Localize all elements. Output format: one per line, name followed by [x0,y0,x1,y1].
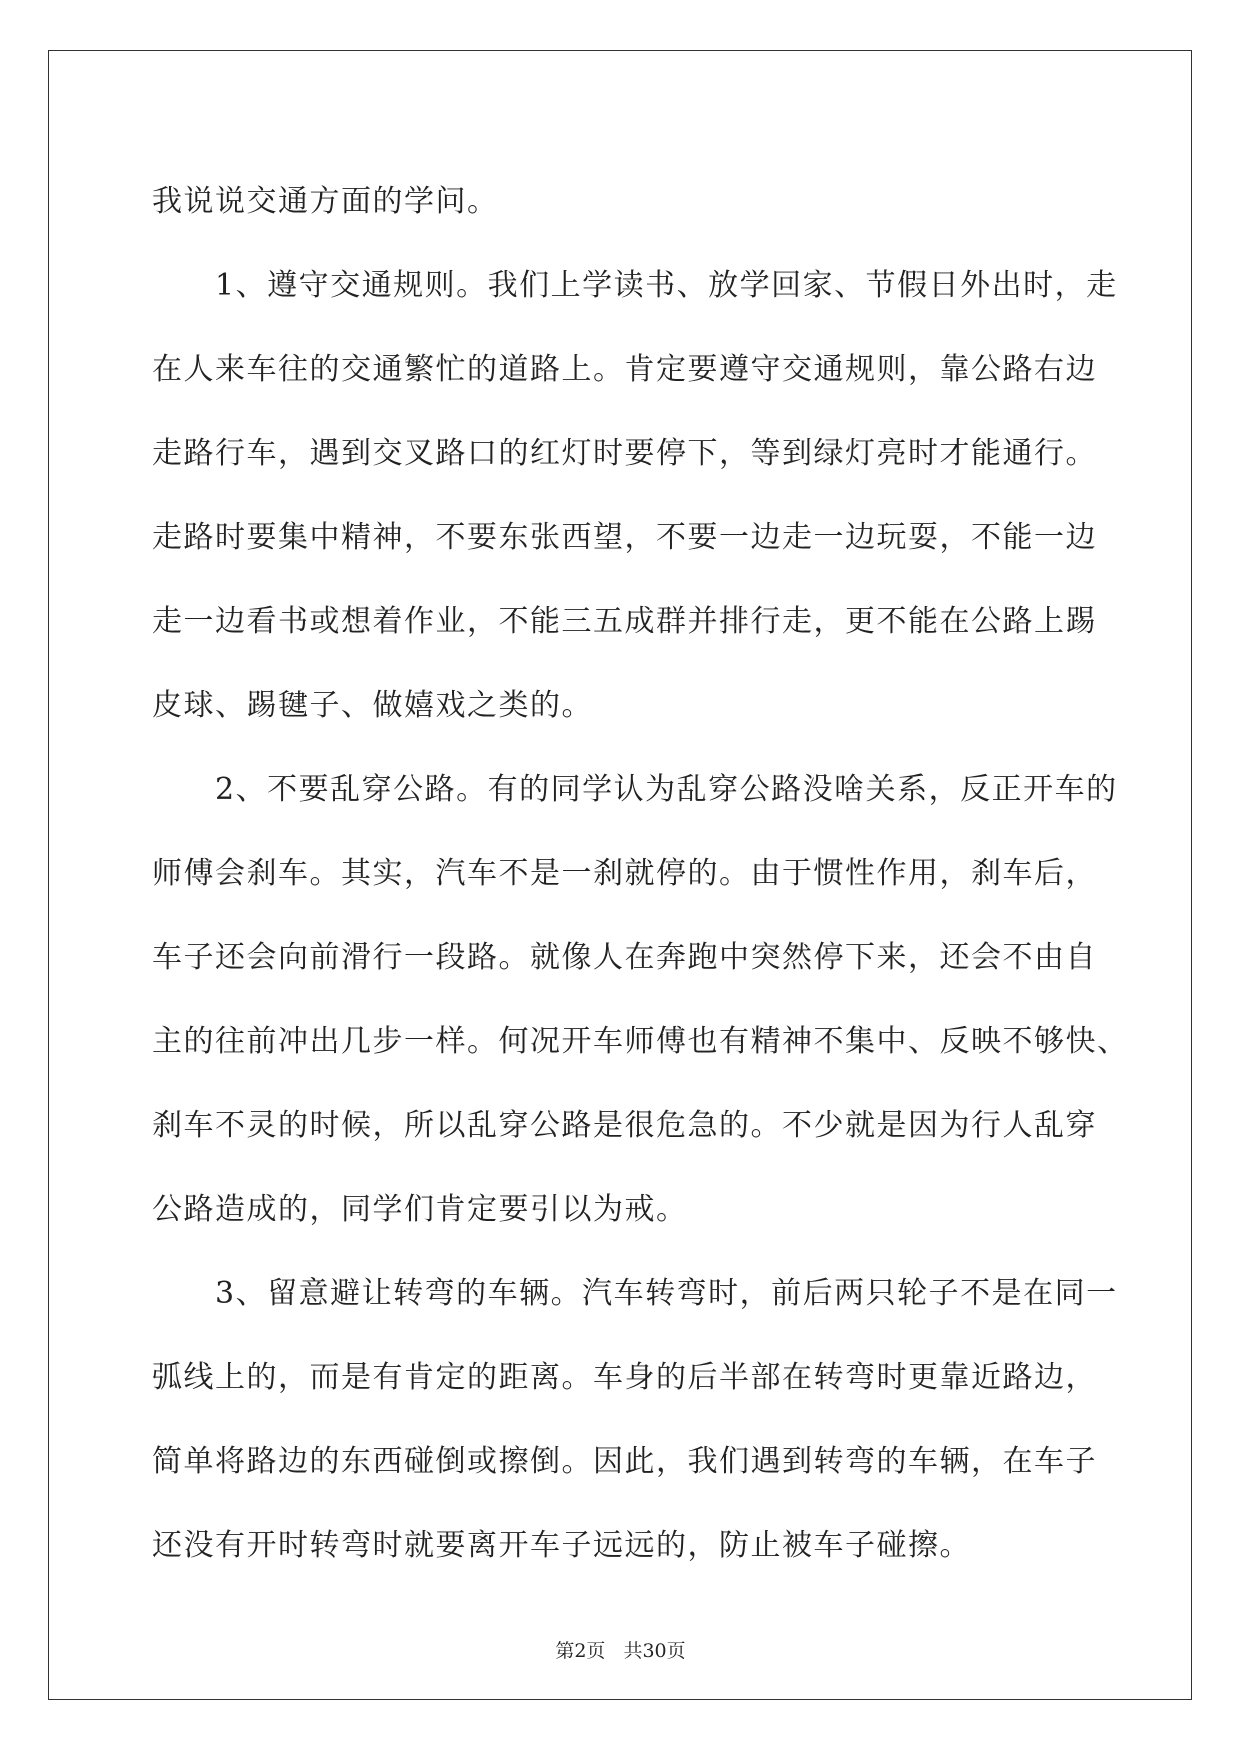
text-line: 师傅会刹车。其实，汽车不是一刹就停的。由于惯性作用，刹车后， [152,856,1097,891]
text-line: 2、不要乱穿公路。有的同学认为乱穿公路没啥关系，反正开车的 [152,772,1118,807]
text-line: 走路时要集中精神，不要东张西望，不要一边走一边玩耍，不能一边 [152,520,1097,555]
text-line: 我说说交通方面的学问。 [152,184,499,219]
page-total: 共30页 [623,1640,686,1662]
text-line: 刹车不灵的时候，所以乱穿公路是很危急的。不少就是因为行人乱穿 [152,1108,1097,1143]
text-line: 在人来车往的交通繁忙的道路上。肯定要遵守交通规则，靠公路右边 [152,352,1097,387]
text-line: 弧线上的，而是有肯定的距离。车身的后半部在转弯时更靠近路边， [152,1360,1097,1395]
document-body [152,160,1129,1588]
text-line: 3、留意避让转弯的车辆。汽车转弯时，前后两只轮子不是在同一 [152,1276,1118,1311]
text-line: 车子还会向前滑行一段路。就像人在奔跑中突然停下来，还会不由自 [152,940,1097,975]
text-line: 走一边看书或想着作业，不能三五成群并排行走，更不能在公路上踢 [152,604,1097,639]
text-line: 1、遵守交通规则。我们上学读书、放学回家、节假日外出时，走 [152,268,1118,303]
text-line: 皮球、踢毽子、做嬉戏之类的。 [152,688,593,723]
page-number: 第2页 [555,1640,606,1662]
text-line: 简单将路边的东西碰倒或擦倒。因此，我们遇到转弯的车辆，在车子 [152,1444,1097,1479]
text-line: 主的往前冲出几步一样。何况开车师傅也有精神不集中、反映不够快、 [152,1024,1129,1059]
text-line: 还没有开时转弯时就要离开车子远远的，防止被车子碰擦。 [152,1528,971,1563]
text-line: 公路造成的，同学们肯定要引以为戒。 [152,1192,688,1227]
text-line: 走路行车，遇到交叉路口的红灯时要停下，等到绿灯亮时才能通行。 [152,436,1097,471]
page-footer [0,1636,1241,1663]
